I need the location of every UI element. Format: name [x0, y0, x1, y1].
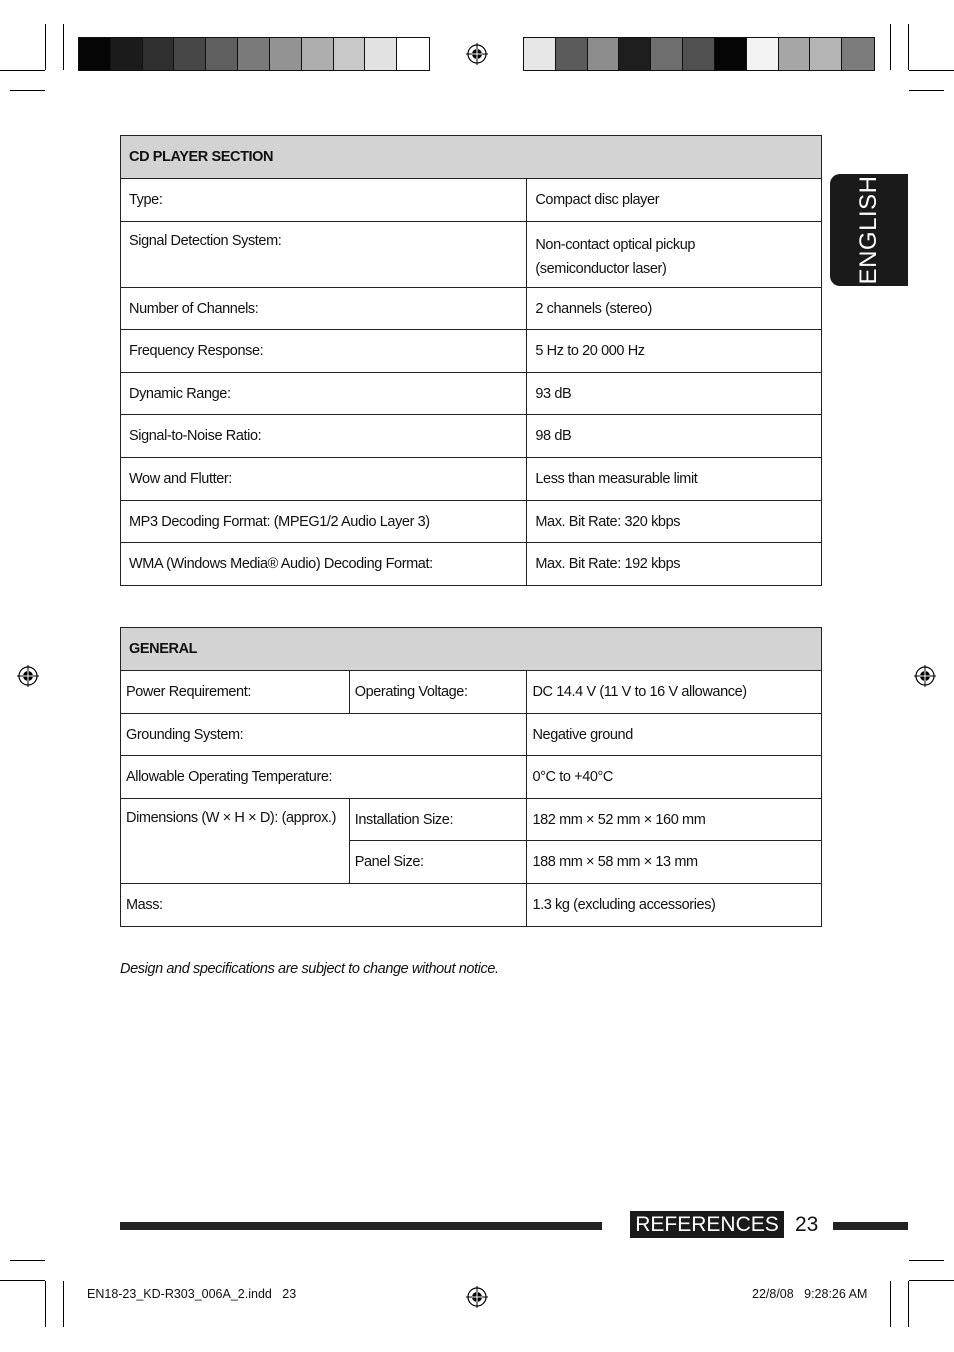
spec-value: Negative ground: [527, 714, 822, 756]
footer-rule: [120, 1222, 602, 1230]
calibration-swatch: [747, 38, 779, 70]
table-row: [121, 415, 822, 458]
crop-mark: [0, 1280, 45, 1281]
table-row: [121, 543, 822, 586]
spec-label: Power Requirement:: [121, 671, 350, 714]
table-row: [121, 756, 822, 799]
calibration-swatch: [334, 38, 366, 70]
calibration-swatch: [238, 38, 270, 70]
registration-mark-icon: [466, 43, 488, 65]
calibration-swatch: [779, 38, 811, 70]
spec-sublabel: Panel Size:: [349, 841, 527, 884]
spec-value: Compact disc player: [527, 179, 822, 222]
spec-label: Grounding System:: [121, 714, 527, 756]
registration-mark-icon: [466, 1286, 488, 1308]
table-row: [121, 330, 822, 373]
calibration-swatch: [651, 38, 683, 70]
calibration-swatch: [206, 38, 238, 70]
spec-label: Mass:: [121, 884, 527, 927]
registration-mark-icon: [914, 665, 936, 687]
calibration-bar-right: [523, 37, 875, 71]
spec-label: Allowable Operating Temperature:: [121, 756, 527, 799]
crop-mark: [909, 1260, 944, 1261]
spec-label: Number of Channels:: [121, 288, 527, 330]
calibration-bar-left: [78, 37, 430, 71]
spec-label: Dynamic Range:: [121, 373, 527, 415]
table-row: [121, 501, 822, 543]
calibration-swatch: [270, 38, 302, 70]
crop-mark: [909, 90, 944, 91]
slug-file: EN18-23_KD-R303_006A_2.indd 23: [87, 1287, 297, 1301]
spec-value-line: (semiconductor laser): [535, 261, 667, 277]
table-row: [121, 884, 822, 927]
crop-mark: [908, 24, 909, 70]
spec-value: 93 dB: [527, 373, 822, 415]
crop-mark: [45, 24, 46, 70]
page-number: 23: [795, 1213, 819, 1236]
crop-mark: [890, 1281, 891, 1327]
calibration-swatch: [683, 38, 715, 70]
spec-value: 182 mm × 52 mm × 160 mm: [527, 799, 822, 841]
table-row: [121, 373, 822, 415]
section-title: CD PLAYER SECTION: [121, 136, 822, 179]
spec-value: 98 dB: [527, 415, 822, 458]
crop-mark: [63, 1281, 64, 1327]
table-header-row: [121, 136, 822, 179]
calibration-swatch: [810, 38, 842, 70]
section-label: REFERENCES: [630, 1211, 784, 1238]
calibration-swatch: [588, 38, 620, 70]
table-row: [121, 799, 822, 841]
calibration-swatch: [556, 38, 588, 70]
disclaimer-note: Design and specifications are subject to change without notice.: [120, 961, 499, 977]
spec-label: Frequency Response:: [121, 330, 527, 373]
cd-player-spec-table: [120, 135, 822, 586]
table-header-row: [121, 628, 822, 671]
spec-value: 188 mm × 58 mm × 13 mm: [527, 841, 822, 884]
spec-label: Type:: [121, 179, 527, 222]
crop-mark: [0, 70, 45, 71]
calibration-swatch: [365, 38, 397, 70]
table-row: [121, 288, 822, 330]
calibration-swatch: [397, 38, 429, 70]
crop-mark: [10, 1260, 45, 1261]
calibration-swatch: [715, 38, 747, 70]
spec-value: [527, 222, 822, 288]
crop-mark: [908, 1281, 909, 1327]
spec-value: 0°C to +40°C: [527, 756, 822, 799]
table-row: [121, 671, 822, 714]
calibration-swatch: [619, 38, 651, 70]
crop-mark: [63, 24, 64, 70]
calibration-swatch: [302, 38, 334, 70]
spec-label: Signal Detection System:: [121, 222, 527, 288]
crop-mark: [45, 1281, 46, 1327]
spec-value: 5 Hz to 20 000 Hz: [527, 330, 822, 373]
registration-mark-icon: [17, 665, 39, 687]
language-tab: [830, 174, 908, 286]
spec-label: MP3 Decoding Format: (MPEG1/2 Audio Layer 3): [121, 501, 527, 543]
crop-mark: [909, 70, 954, 71]
spec-label: WMA (Windows Media® Audio) Decoding Format:: [121, 543, 527, 586]
table-row: [121, 222, 822, 288]
footer-rule: [833, 1222, 908, 1230]
calibration-swatch: [143, 38, 175, 70]
section-title: GENERAL: [121, 628, 822, 671]
spec-value: 1.3 kg (excluding accessories): [527, 884, 822, 927]
spec-value-line: Non-contact optical pickup: [535, 237, 696, 253]
spec-value: Max. Bit Rate: 320 kbps: [527, 501, 822, 543]
spec-value: 2 channels (stereo): [527, 288, 822, 330]
crop-mark: [909, 1280, 954, 1281]
slug-date: 22/8/08 9:28:26 AM: [752, 1287, 868, 1301]
language-tab-label: ENGLISH: [855, 175, 882, 285]
spec-sublabel: Installation Size:: [349, 799, 527, 841]
spec-value: Max. Bit Rate: 192 kbps: [527, 543, 822, 586]
spec-value: Less than measurable limit: [527, 458, 822, 501]
general-spec-table: [120, 627, 822, 927]
crop-mark: [10, 90, 45, 91]
calibration-swatch: [524, 38, 556, 70]
table-row: [121, 179, 822, 222]
crop-mark: [890, 24, 891, 70]
calibration-swatch: [79, 38, 111, 70]
spec-label: Signal-to-Noise Ratio:: [121, 415, 527, 458]
spec-label: Wow and Flutter:: [121, 458, 527, 501]
spec-label: Dimensions (W × H × D): (approx.): [121, 799, 350, 884]
calibration-swatch: [174, 38, 206, 70]
table-row: [121, 714, 822, 756]
calibration-swatch: [842, 38, 874, 70]
table-row: [121, 458, 822, 501]
calibration-swatch: [111, 38, 143, 70]
spec-sublabel: Operating Voltage:: [349, 671, 527, 714]
spec-value: DC 14.4 V (11 V to 16 V allowance): [527, 671, 822, 714]
